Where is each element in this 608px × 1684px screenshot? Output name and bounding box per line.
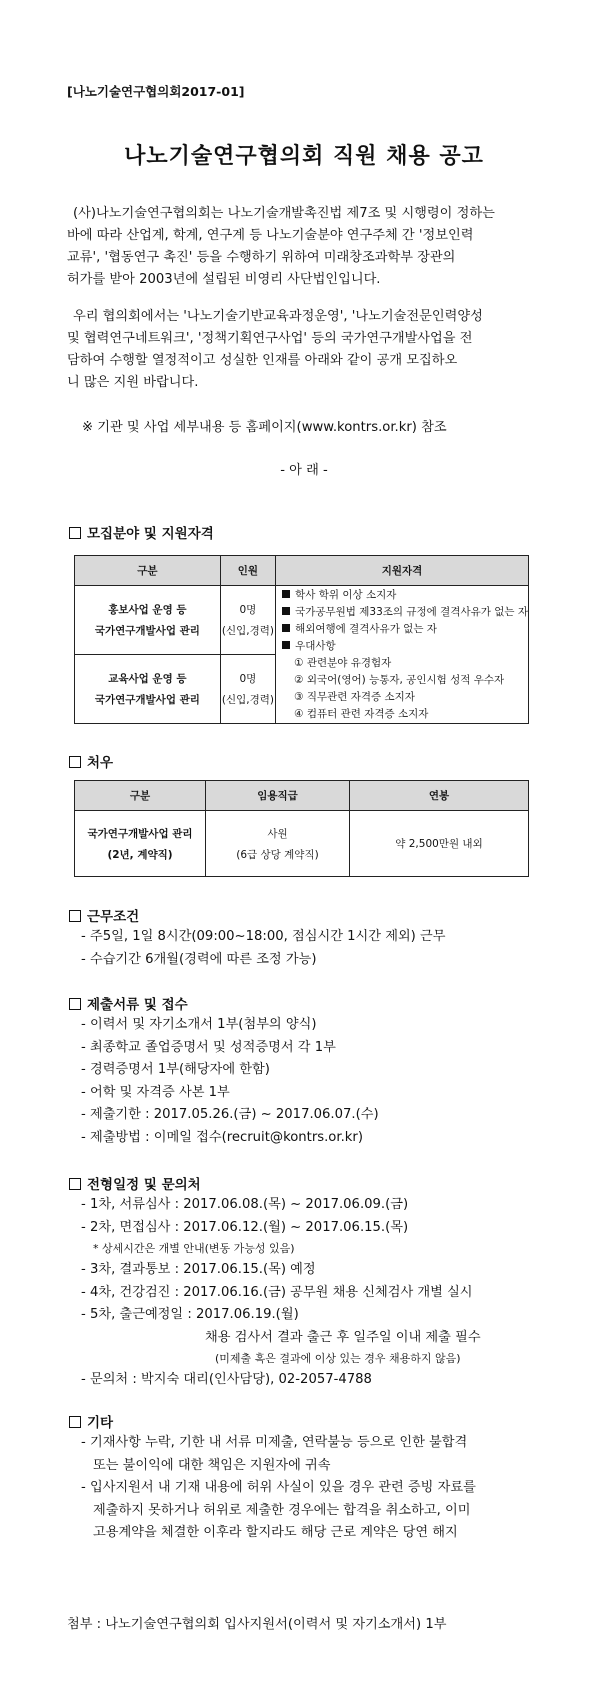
list-item: - 어학 및 자격증 사본 1부 bbox=[81, 1084, 230, 1100]
below-marker: - 아 래 - bbox=[280, 463, 328, 478]
list-item: - 최종학교 졸업증명서 및 성적증명서 각 1부 bbox=[81, 1039, 336, 1055]
list-item: - 기재사항 누락, 기한 내 서류 미제출, 연락불능 등으로 인한 불합격 bbox=[81, 1435, 468, 1450]
qual-text: 우대사항 bbox=[295, 639, 336, 652]
section-title: 전형일정 및 문의처 bbox=[87, 1177, 201, 1193]
list-item: - 3차, 결과통보 : 2017.06.15.(목) 예정 bbox=[81, 1262, 316, 1277]
list-item: - 경력증명서 1부(해당자에 한함) bbox=[81, 1062, 270, 1077]
table-header: 연봉 bbox=[350, 781, 529, 811]
checkbox-square-icon bbox=[69, 527, 81, 539]
intro-line: 허가를 받아 2003년에 설립된 비영리 사단법인입니다. bbox=[67, 272, 381, 287]
salary-cell: 약 2,500만원 내외 bbox=[350, 811, 529, 877]
rank-line: 사원 bbox=[267, 827, 288, 840]
checkbox-square-icon bbox=[69, 1416, 81, 1428]
section-recruitment bbox=[69, 522, 214, 542]
body-line: 니 많은 지원 바랍니다. bbox=[67, 375, 199, 390]
section-title: 제출서류 및 접수 bbox=[87, 997, 188, 1013]
checkbox-square-icon bbox=[69, 756, 81, 768]
square-bullet-icon bbox=[282, 624, 290, 632]
table-header: 인원 bbox=[220, 556, 275, 586]
list-item: - 5차, 출근예정일 : 2017.06.19.(월) bbox=[81, 1307, 299, 1322]
list-item-continued: 채용 검사서 결과 출근 후 일주일 이내 제출 필수 bbox=[205, 1329, 481, 1345]
field-line: 교육사업 운영 등 bbox=[108, 673, 187, 685]
list-item: - 주5일, 1일 8시간(09:00~18:00, 점심시간 1시간 제외) 근무 bbox=[81, 929, 446, 944]
document-id: [나노기술연구협의회2017-01] bbox=[67, 84, 245, 99]
body-line: 담하여 수행할 열정적이고 성실한 인재를 아래와 같이 공개 모집하오 bbox=[67, 353, 458, 368]
qual-text: 학사 학위 이상 소지자 bbox=[295, 588, 397, 601]
section-schedule bbox=[69, 1173, 201, 1193]
field-line: (2년, 계약직) bbox=[107, 848, 173, 861]
other-list bbox=[81, 1432, 476, 1545]
intro-line: (사)나노기술연구협의회는 나노기술개발촉진법 제7조 및 시행령이 정하는 bbox=[73, 206, 495, 221]
list-item: - 이력서 및 자기소개서 1부(첨부의 양식) bbox=[81, 1017, 317, 1032]
list-item: - 수습기간 6개월(경력에 따른 조정 가능) bbox=[81, 951, 317, 967]
section-documents bbox=[69, 993, 188, 1013]
homepage-note: ※ 기관 및 사업 세부내용 등 홈페이지(www.kontrs.or.kr) 참조 bbox=[82, 420, 447, 435]
square-bullet-icon bbox=[282, 641, 290, 649]
qual-item bbox=[282, 638, 528, 655]
compensation-table bbox=[74, 780, 529, 877]
body-line: 및 협력연구네트워크', '정책기획연구사업' 등의 국가연구개발사업을 전 bbox=[67, 331, 473, 346]
schedule-list bbox=[81, 1194, 481, 1392]
checkbox-square-icon bbox=[69, 998, 81, 1010]
page-title: 나노기술연구협의회 직원 채용 공고 bbox=[124, 144, 484, 169]
count-line: 0명 bbox=[239, 673, 257, 685]
count-line: (신입,경력) bbox=[221, 625, 274, 637]
qual-item bbox=[282, 621, 528, 638]
qual-sub-item: ④ 컴퓨터 관련 자격증 소지자 bbox=[294, 707, 429, 720]
list-item-continued: 제출하지 못하거나 허위로 제출한 경우에는 합격을 취소하고, 이미 bbox=[93, 1502, 471, 1518]
intro-paragraph bbox=[67, 203, 542, 291]
list-item: - 입사지원서 내 기재 내용에 허위 사실이 있을 경우 관련 증빙 자료를 bbox=[81, 1480, 476, 1495]
section-compensation bbox=[69, 751, 113, 771]
section-title: 모집분야 및 지원자격 bbox=[87, 526, 214, 542]
intro-line: 바에 따라 산업계, 학계, 연구계 등 나노기술분야 연구주체 간 '정보인력 bbox=[67, 228, 474, 243]
qual-sub-item: ② 외국어(영어) 능통자, 공인시험 성적 우수자 bbox=[294, 673, 505, 686]
list-item-continued: 고용계약을 체결한 이후라 할지라도 해당 근로 계약은 당연 해지 bbox=[93, 1525, 458, 1540]
list-item: - 제출기한 : 2017.05.26.(금) ~ 2017.06.07.(수) bbox=[81, 1107, 379, 1122]
field-cell bbox=[75, 586, 221, 655]
list-item-continued: 또는 불이익에 대한 책임은 지원자에 귀속 bbox=[93, 1457, 331, 1473]
body-paragraph bbox=[67, 306, 542, 394]
section-other bbox=[69, 1411, 113, 1431]
rank-cell bbox=[206, 811, 350, 877]
list-item-note: * 상세시간은 개별 안내(변동 가능성 있음) bbox=[93, 1242, 295, 1255]
field-line: 홍보사업 운영 등 bbox=[108, 604, 187, 616]
list-item-note: (미제출 혹은 결과에 이상 있는 경우 채용하지 않음) bbox=[215, 1352, 461, 1365]
field-cell bbox=[75, 655, 221, 724]
square-bullet-icon bbox=[282, 607, 290, 615]
table-header: 구분 bbox=[75, 556, 221, 586]
qual-item bbox=[282, 587, 528, 604]
square-bullet-icon bbox=[282, 590, 290, 598]
body-line: 우리 협의회에서는 '나노기술기반교육과정운영', '나노기술전문인력양성 bbox=[73, 309, 483, 324]
documents-list bbox=[81, 1014, 379, 1149]
list-item: - 4차, 건강검진 : 2017.06.16.(금) 공무원 채용 신체검사 개별 실시 bbox=[81, 1284, 473, 1300]
qualification-cell bbox=[276, 586, 529, 724]
count-line: (신입,경력) bbox=[221, 694, 274, 706]
checkbox-square-icon bbox=[69, 910, 81, 922]
field-line: 국가연구개발사업 관리 bbox=[94, 625, 200, 637]
count-line: 0명 bbox=[239, 604, 257, 616]
list-item: - 문의처 : 박지숙 대리(인사담당), 02-2057-4788 bbox=[81, 1372, 372, 1387]
section-title: 처우 bbox=[87, 755, 114, 771]
field-line: 국가연구개발사업 관리 bbox=[94, 694, 200, 706]
list-item: - 제출방법 : 이메일 접수(recruit@kontrs.or.kr) bbox=[81, 1129, 363, 1145]
work-conditions-list bbox=[81, 926, 445, 971]
qual-item bbox=[282, 604, 528, 621]
list-item: - 1차, 서류심사 : 2017.06.08.(목) ~ 2017.06.09.(금) bbox=[81, 1197, 409, 1212]
field-line: 국가연구개발사업 관리 bbox=[87, 827, 193, 840]
attachment-note: 첨부 : 나노기술연구협의회 입사지원서(이력서 및 자기소개서) 1부 bbox=[67, 1617, 447, 1632]
table-header: 구분 bbox=[75, 781, 206, 811]
recruitment-table bbox=[74, 555, 529, 724]
checkbox-square-icon bbox=[69, 1178, 81, 1190]
section-title: 기타 bbox=[87, 1415, 114, 1431]
count-cell bbox=[220, 586, 275, 655]
qual-text: 국가공무원법 제33조의 규정에 결격사유가 없는 자 bbox=[295, 605, 528, 618]
intro-line: 교류', '협동연구 촉진' 등을 수행하기 위하여 미래창조과학부 장관의 bbox=[67, 250, 456, 265]
field-cell bbox=[75, 811, 206, 877]
rank-line: (6급 상당 계약직) bbox=[236, 848, 319, 861]
section-title: 근무조건 bbox=[87, 909, 140, 925]
section-work-conditions bbox=[69, 905, 139, 925]
table-header: 임용직급 bbox=[206, 781, 350, 811]
list-item: - 2차, 면접심사 : 2017.06.12.(월) ~ 2017.06.15.(목) bbox=[81, 1219, 409, 1235]
qual-sub-item: ① 관련분야 유경험자 bbox=[294, 656, 392, 669]
table-row bbox=[75, 811, 529, 877]
count-cell bbox=[220, 655, 275, 724]
qual-text: 해외여행에 결격사유가 없는 자 bbox=[295, 622, 437, 635]
table-header: 지원자격 bbox=[276, 556, 529, 586]
qual-sub-item: ③ 직무관련 자격증 소지자 bbox=[294, 690, 415, 703]
table-row bbox=[75, 586, 529, 655]
